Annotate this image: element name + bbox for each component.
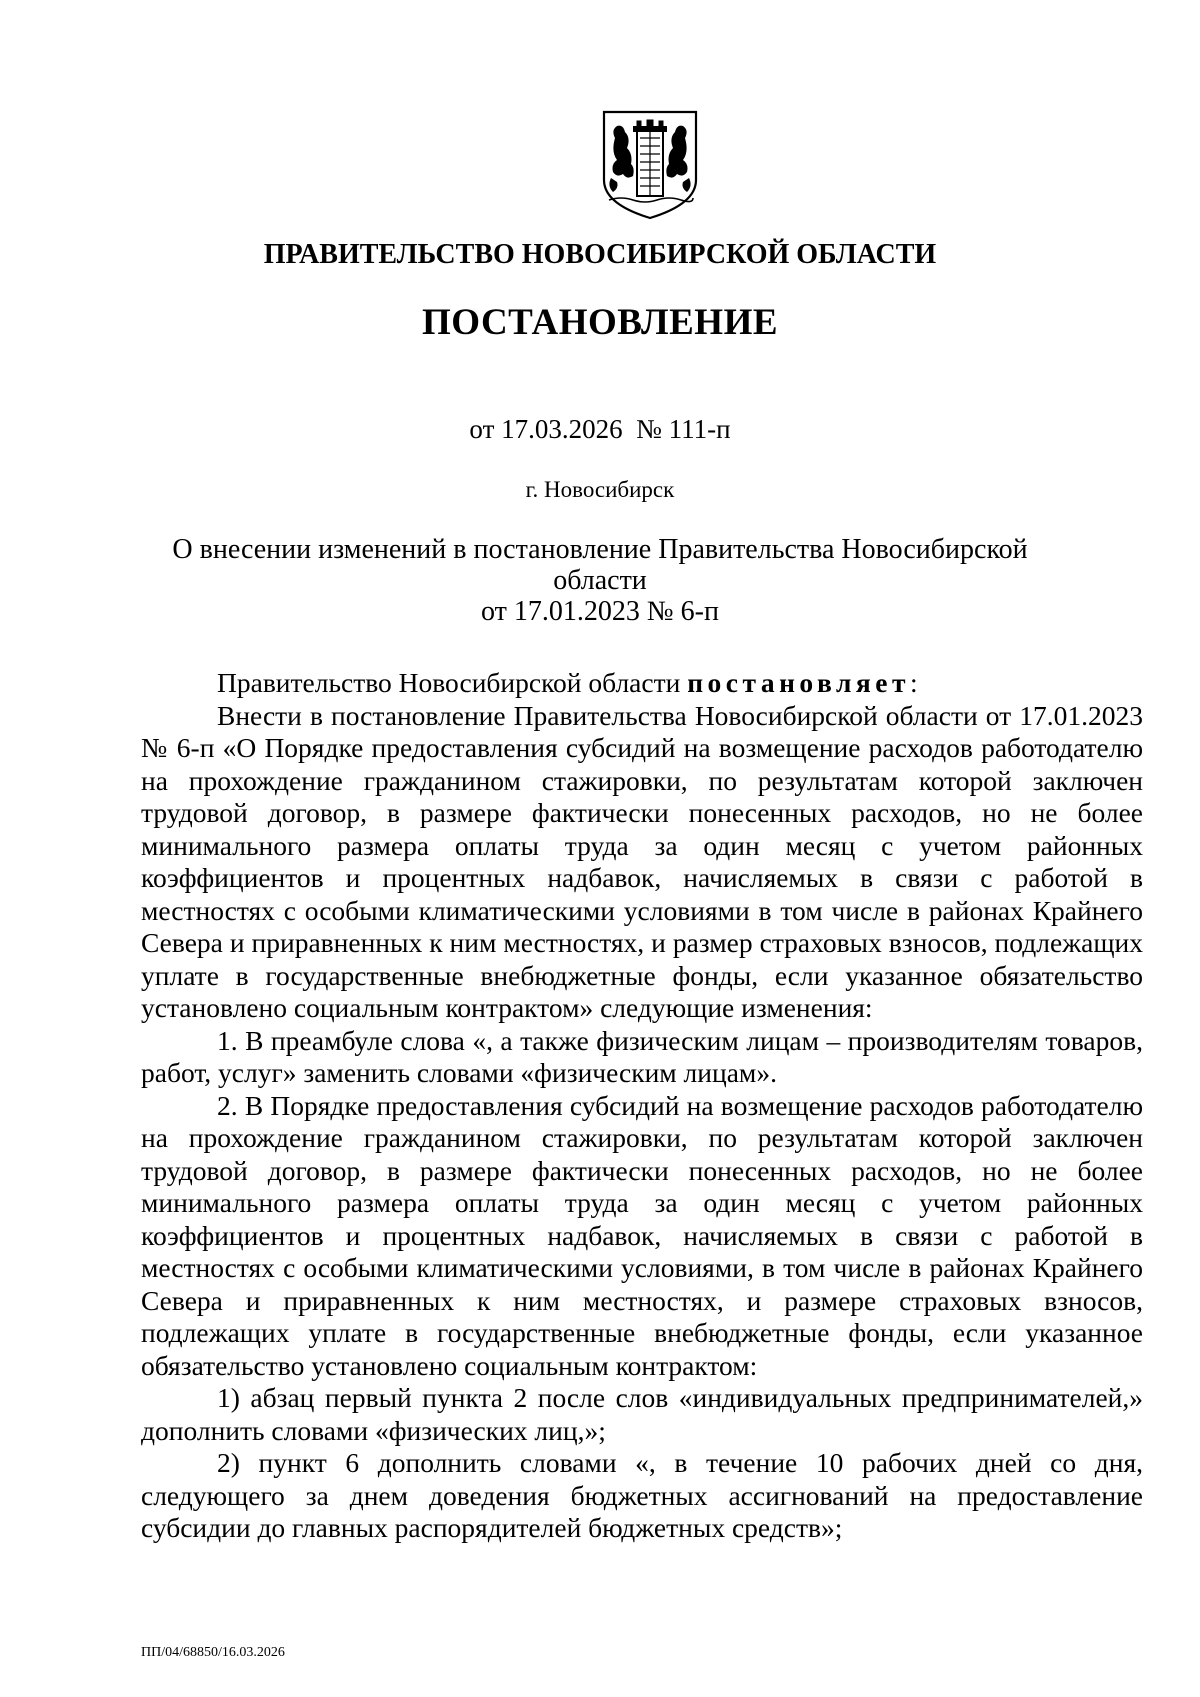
preamble-keyword: постановляет bbox=[687, 667, 911, 698]
preamble-paragraph bbox=[141, 667, 1143, 700]
paragraph-item-2: 2. В Порядке предоставления субсидий на возмещение расходов работодателю на прохождение гражданином стажировки, по результатам которой заключен трудовой договор, в размере фактически понесенных расходов, но не более минимального размера оплаты труда за один месяц с учетом районных коэффициентов и процентных надбавок, начисляемых в связи с работой в местностях с особыми климатическими условиями, в том числе в районах Крайнего Севера и приравненных к ним местностях, и размере страховых взносов, подлежащих уплате в государственные внебюджетные фонды, если указанное обязательство установлено социальным контрактом: bbox=[141, 1089, 1143, 1381]
document-body bbox=[141, 667, 1143, 1545]
preamble-text: Правительство Новосибирской области bbox=[217, 667, 688, 698]
subject-line-2: от 17.01.2023 № 6-п bbox=[481, 596, 719, 627]
document-subject bbox=[150, 534, 1050, 627]
subject-line-1: О внесении изменений в постановление Правительства Новосибирской области bbox=[172, 534, 1028, 596]
preamble-colon: : bbox=[910, 667, 918, 698]
paragraph-item-1: 1. В преамбуле слова «, а также физическим лицам – производителям товаров, работ, услуг» заменить словами «физическим лицам». bbox=[141, 1024, 1143, 1088]
document-date-number: от 17.03.2026 № 111-п bbox=[469, 414, 731, 444]
document-type: ПОСТАНОВЛЕНИЕ bbox=[421, 302, 779, 343]
paragraph-subitem-1: 1) абзац первый пункта 2 после слов «индивидуальных предпринимателей,» дополнить словами «физических лиц,»; bbox=[141, 1382, 1143, 1446]
paragraph-subitem-2: 2) пункт 6 дополнить словами «, в течение 10 рабочих дней со дня, следующего за днем доведения бюджетных ассигнований на предоставление субсидии до главных распорядителей бюджетных средств»; bbox=[141, 1447, 1143, 1543]
coat-of-arms-icon bbox=[601, 108, 699, 220]
paragraph-intro: Внести в постановление Правительства Новосибирской области от 17.01.2023 № 6-п «О Порядке предоставления субсидий на возмещение расходов работодателю на прохождение гражданином стажировки, по результатам которой заключен трудовой договор, в размере фактически понесенных расходов, но не более минимального размера оплаты труда за один месяц с учетом районных коэффициентов и процентных надбавок, начисляемых в связи с работой в местностях с особыми климатическими условиями в том числе в районах Крайнего Севера и приравненных к ним местностях, и размер страховых взносов, подлежащих уплате в государственные внебюджетные фонды, если указанное обязательство установлено социальным контрактом» следующие изменения: bbox=[141, 699, 1143, 1023]
document-city: г. Новосибирск bbox=[525, 477, 675, 502]
organization-title: ПРАВИТЕЛЬСТВО НОВОСИБИРСКОЙ ОБЛАСТИ bbox=[263, 239, 937, 270]
document-footer-id: ПП/04/68850/16.03.2026 bbox=[141, 1645, 285, 1660]
